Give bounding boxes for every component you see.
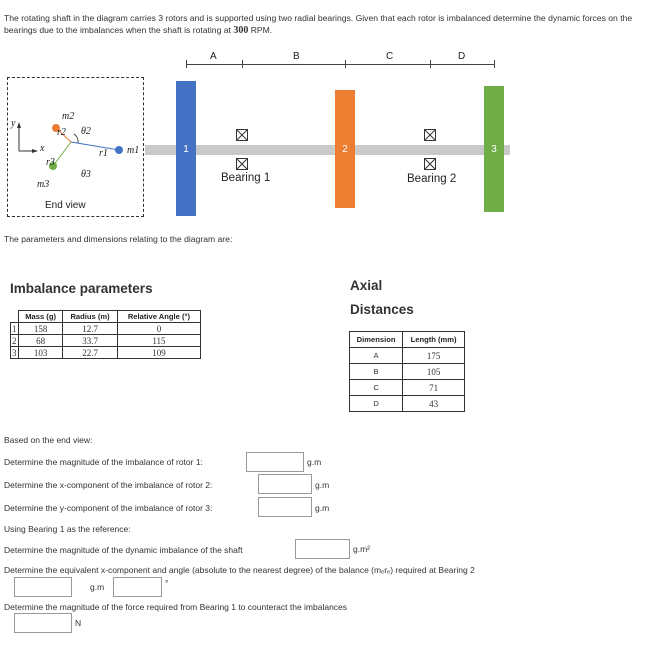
rotor2-x-input[interactable] bbox=[258, 474, 312, 494]
header-dimension: Dimension bbox=[350, 332, 403, 348]
header-radius: Radius (m) bbox=[63, 311, 118, 323]
dimension-line bbox=[186, 64, 495, 65]
dim-tick bbox=[430, 60, 431, 68]
bearing-2-top bbox=[424, 129, 436, 141]
m3-label: m3 bbox=[37, 179, 50, 190]
bearing-1-top bbox=[236, 129, 248, 141]
speed-value: 300 bbox=[233, 25, 249, 36]
dim-label-c: C bbox=[386, 51, 394, 62]
imbalance-title: Imbalance parameters bbox=[10, 281, 153, 296]
speed-unit: RPM. bbox=[250, 25, 273, 35]
header-mass: Mass (g) bbox=[19, 311, 63, 323]
balance-x-input[interactable] bbox=[14, 577, 72, 597]
end-view-vectors bbox=[8, 78, 143, 216]
rotor-3: 3 bbox=[484, 86, 504, 212]
imbalance-table bbox=[10, 310, 201, 359]
rotor-2: 2 bbox=[335, 90, 355, 208]
x-axis-label: x bbox=[40, 143, 45, 154]
rotor-1: 1 bbox=[176, 81, 196, 216]
bearing-2-bottom bbox=[424, 158, 436, 170]
using-reference-label: Using Bearing 1 as the reference: bbox=[4, 524, 131, 534]
end-view-caption: End view bbox=[45, 200, 86, 211]
r1-label: r1 bbox=[99, 148, 108, 159]
m1-label: m1 bbox=[127, 145, 140, 156]
m2-label: m2 bbox=[62, 111, 75, 122]
q6-unit: N bbox=[75, 618, 82, 628]
table-row: A 175 bbox=[350, 348, 465, 364]
based-on-label: Based on the end view: bbox=[4, 435, 93, 445]
dim-label-a: A bbox=[210, 51, 217, 62]
theta2-label: θ2 bbox=[81, 126, 91, 137]
dim-tick bbox=[186, 60, 187, 68]
q5-unit: g.m bbox=[90, 582, 105, 592]
q3-unit: g.m bbox=[315, 503, 330, 513]
rotor1-magnitude-input[interactable] bbox=[246, 452, 304, 472]
axial-table bbox=[349, 331, 465, 412]
axial-title-line1: Axial bbox=[350, 278, 383, 293]
balance-angle-input[interactable] bbox=[113, 577, 162, 597]
q2-unit: g.m bbox=[315, 480, 330, 490]
question-5: Determine the equivalent x-component and angle (absolute to the nearest degree) of the balance (mₑrₑ) required at Bearing 2 bbox=[4, 565, 475, 575]
r3-label: r3 bbox=[46, 157, 55, 168]
question-4: Determine the magnitude of the dynamic imbalance of the shaft bbox=[4, 545, 243, 555]
table-row: 3 103 22.7 109 bbox=[11, 347, 201, 359]
shaft bbox=[145, 145, 510, 155]
axial-title-line2: Distances bbox=[350, 302, 414, 317]
bearing1-force-input[interactable] bbox=[14, 613, 72, 633]
bearing-1-label: Bearing 1 bbox=[221, 172, 271, 184]
question-6: Determine the magnitude of the force required from Bearing 1 to counteract the imbalances bbox=[4, 602, 348, 612]
dim-tick bbox=[345, 60, 346, 68]
dim-tick bbox=[494, 60, 495, 68]
bearing-1-bottom bbox=[236, 158, 248, 170]
table-row: D 43 bbox=[350, 396, 465, 412]
bearing-2-label: Bearing 2 bbox=[407, 173, 457, 185]
question-2: Determine the x-component of the imbalance of rotor 2: bbox=[4, 480, 213, 490]
header-angle: Relative Angle (°) bbox=[117, 311, 200, 323]
table-row: C 71 bbox=[350, 380, 465, 396]
rotor3-y-input[interactable] bbox=[258, 497, 312, 517]
theta3-label: θ3 bbox=[81, 169, 91, 180]
header-length: Length (mm) bbox=[403, 332, 465, 348]
dim-label-d: D bbox=[458, 51, 466, 62]
q4-unit: g.m² bbox=[353, 544, 370, 554]
table-row: 2 68 33.7 115 bbox=[11, 335, 201, 347]
q1-unit: g.m bbox=[307, 457, 322, 467]
table-row: B 105 bbox=[350, 364, 465, 380]
dynamic-imbalance-input[interactable] bbox=[295, 539, 350, 559]
q5-angle-unit: ° bbox=[165, 578, 169, 588]
question-3: Determine the y-component of the imbalance of rotor 3: bbox=[4, 503, 213, 513]
dim-label-b: B bbox=[293, 51, 300, 62]
question-1: Determine the magnitude of the imbalance of rotor 1: bbox=[4, 457, 203, 467]
parameters-note: The parameters and dimensions relating to the diagram are: bbox=[4, 234, 233, 244]
dim-tick bbox=[242, 60, 243, 68]
table-row: 1 158 12.7 0 bbox=[11, 323, 201, 335]
y-axis-label: y bbox=[11, 118, 16, 129]
problem-statement bbox=[4, 12, 654, 37]
r2-label: r2 bbox=[57, 127, 66, 138]
problem-text: The rotating shaft in the diagram carries 3 rotors and is supported using two radial bearings. Given that each rotor is imbalanced determine the dynamic forces on the bearings due to the imbalances when the shaft is rotating at bbox=[4, 13, 633, 35]
